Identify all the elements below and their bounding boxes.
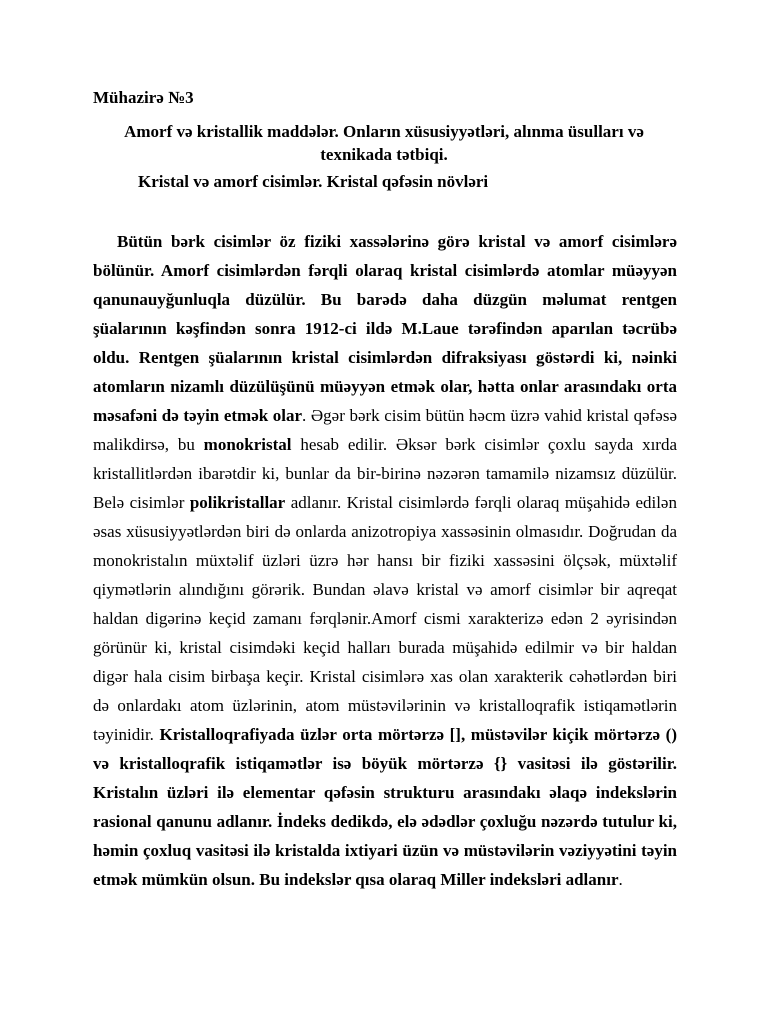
body-text-segment: adlanır. Kristal cisimlərdə fərqli olaraq müşahidə edilən əsas xüsusiyyətlərdən biri də onlarda anizotropiya xassəsinin olmasıdır. Doğrudan da monokristalın müxtəlif üzləri üzrə hər hansı bir fiziki xassəsini ölçsək, müxtəlif qiymətlərin alındığını görərik. Bundan əlavə kristal və amorf cisimlər bir aqreqat haldan digərinə keçid zamanı fərqlənir.Amorf cismi xarakterizə edən 2 əyrisindən görünür ki, kristal cisimdəki keçid halları burada müşahidə edilmir və bir haldan digər hala cisim birbaşa keçir. Kristal cisimlərə xas olan xarakterik cəhətlərdən biri də onlardakı atom üzlərinin, atom müstəvilərinin və kristalloqrafik istiqamətlərin təyinidir. [93, 493, 677, 744]
body-paragraph [93, 227, 677, 894]
term-monokristal: monokristal [203, 435, 292, 454]
bold-intro-text: Bütün bərk cisimlər öz fiziki xassələrinə görə kristal və amorf cisimlərə bölünür. Amorf cisimlərdən fərqli olaraq kristal cisimlərdə atomlar müəyyən qanunauyğunluqla düzülür. Bu barədə daha düzgün məlumat rentgen şüalarının kəşfindən sonra 1912-ci ildə M.Laue tərəfindən aparılan təcrübə oldu. Rentgen şüalarının kristal cisimlərdən difraksiyası göstərdi ki, nəinki atomların nizamlı düzülüşünü müəyyən etmək olar, hətta onlar arasındakı orta məsafəni də təyin etmək olar [93, 232, 677, 425]
section-subtitle: Kristal və amorf cisimlər. Kristal qəfəsin növləri [138, 172, 489, 191]
term-polikristallar: polikristallar [189, 493, 286, 512]
body-text-segment: . Əgər bərk cisim bütün həcm üzrə vahid kristal qəfəsə malikdirsə, bu [93, 406, 677, 454]
lecture-number: Mühazirə №3 [93, 88, 194, 107]
final-period: . [618, 870, 623, 889]
bold-closing-text: Kristalloqrafiyada üzlər orta mörtərzə [], müstəvilər kiçik mörtərzə () və kristalloqrafik istiqamətlər isə böyük mörtərzə {} vasitəsi ilə göstərilir. Kristalın üzləri ilə elementar qəfəsin strukturu arasındakı əlaqə indekslərin rasional qanunu adlanır. İndeks dedikdə, elə ədədlər çoxluğu nəzərdə tutulur ki, həmin çoxluq vasitəsi ilə kristalda ixtiyari üzün və müstəvilərin vəziyyətini təyin etmək mümkün olsun. Bu indekslər qısa olaraq Miller indeksləri adlanır [93, 725, 677, 889]
body-text-segment: hesab edilir. Əksər bərk cisimlər çoxlu sayda xırda kristallitlərdən ibarətdir ki, bunlar da bir-birinə nəzərən tamamilə nizamsız düzülür. Belə cisimlər [93, 435, 677, 512]
lecture-title: Amorf və kristallik maddələr. Onların xüsusiyyətləri, alınma üsulları və texnikada tətbiqi. [124, 122, 644, 164]
